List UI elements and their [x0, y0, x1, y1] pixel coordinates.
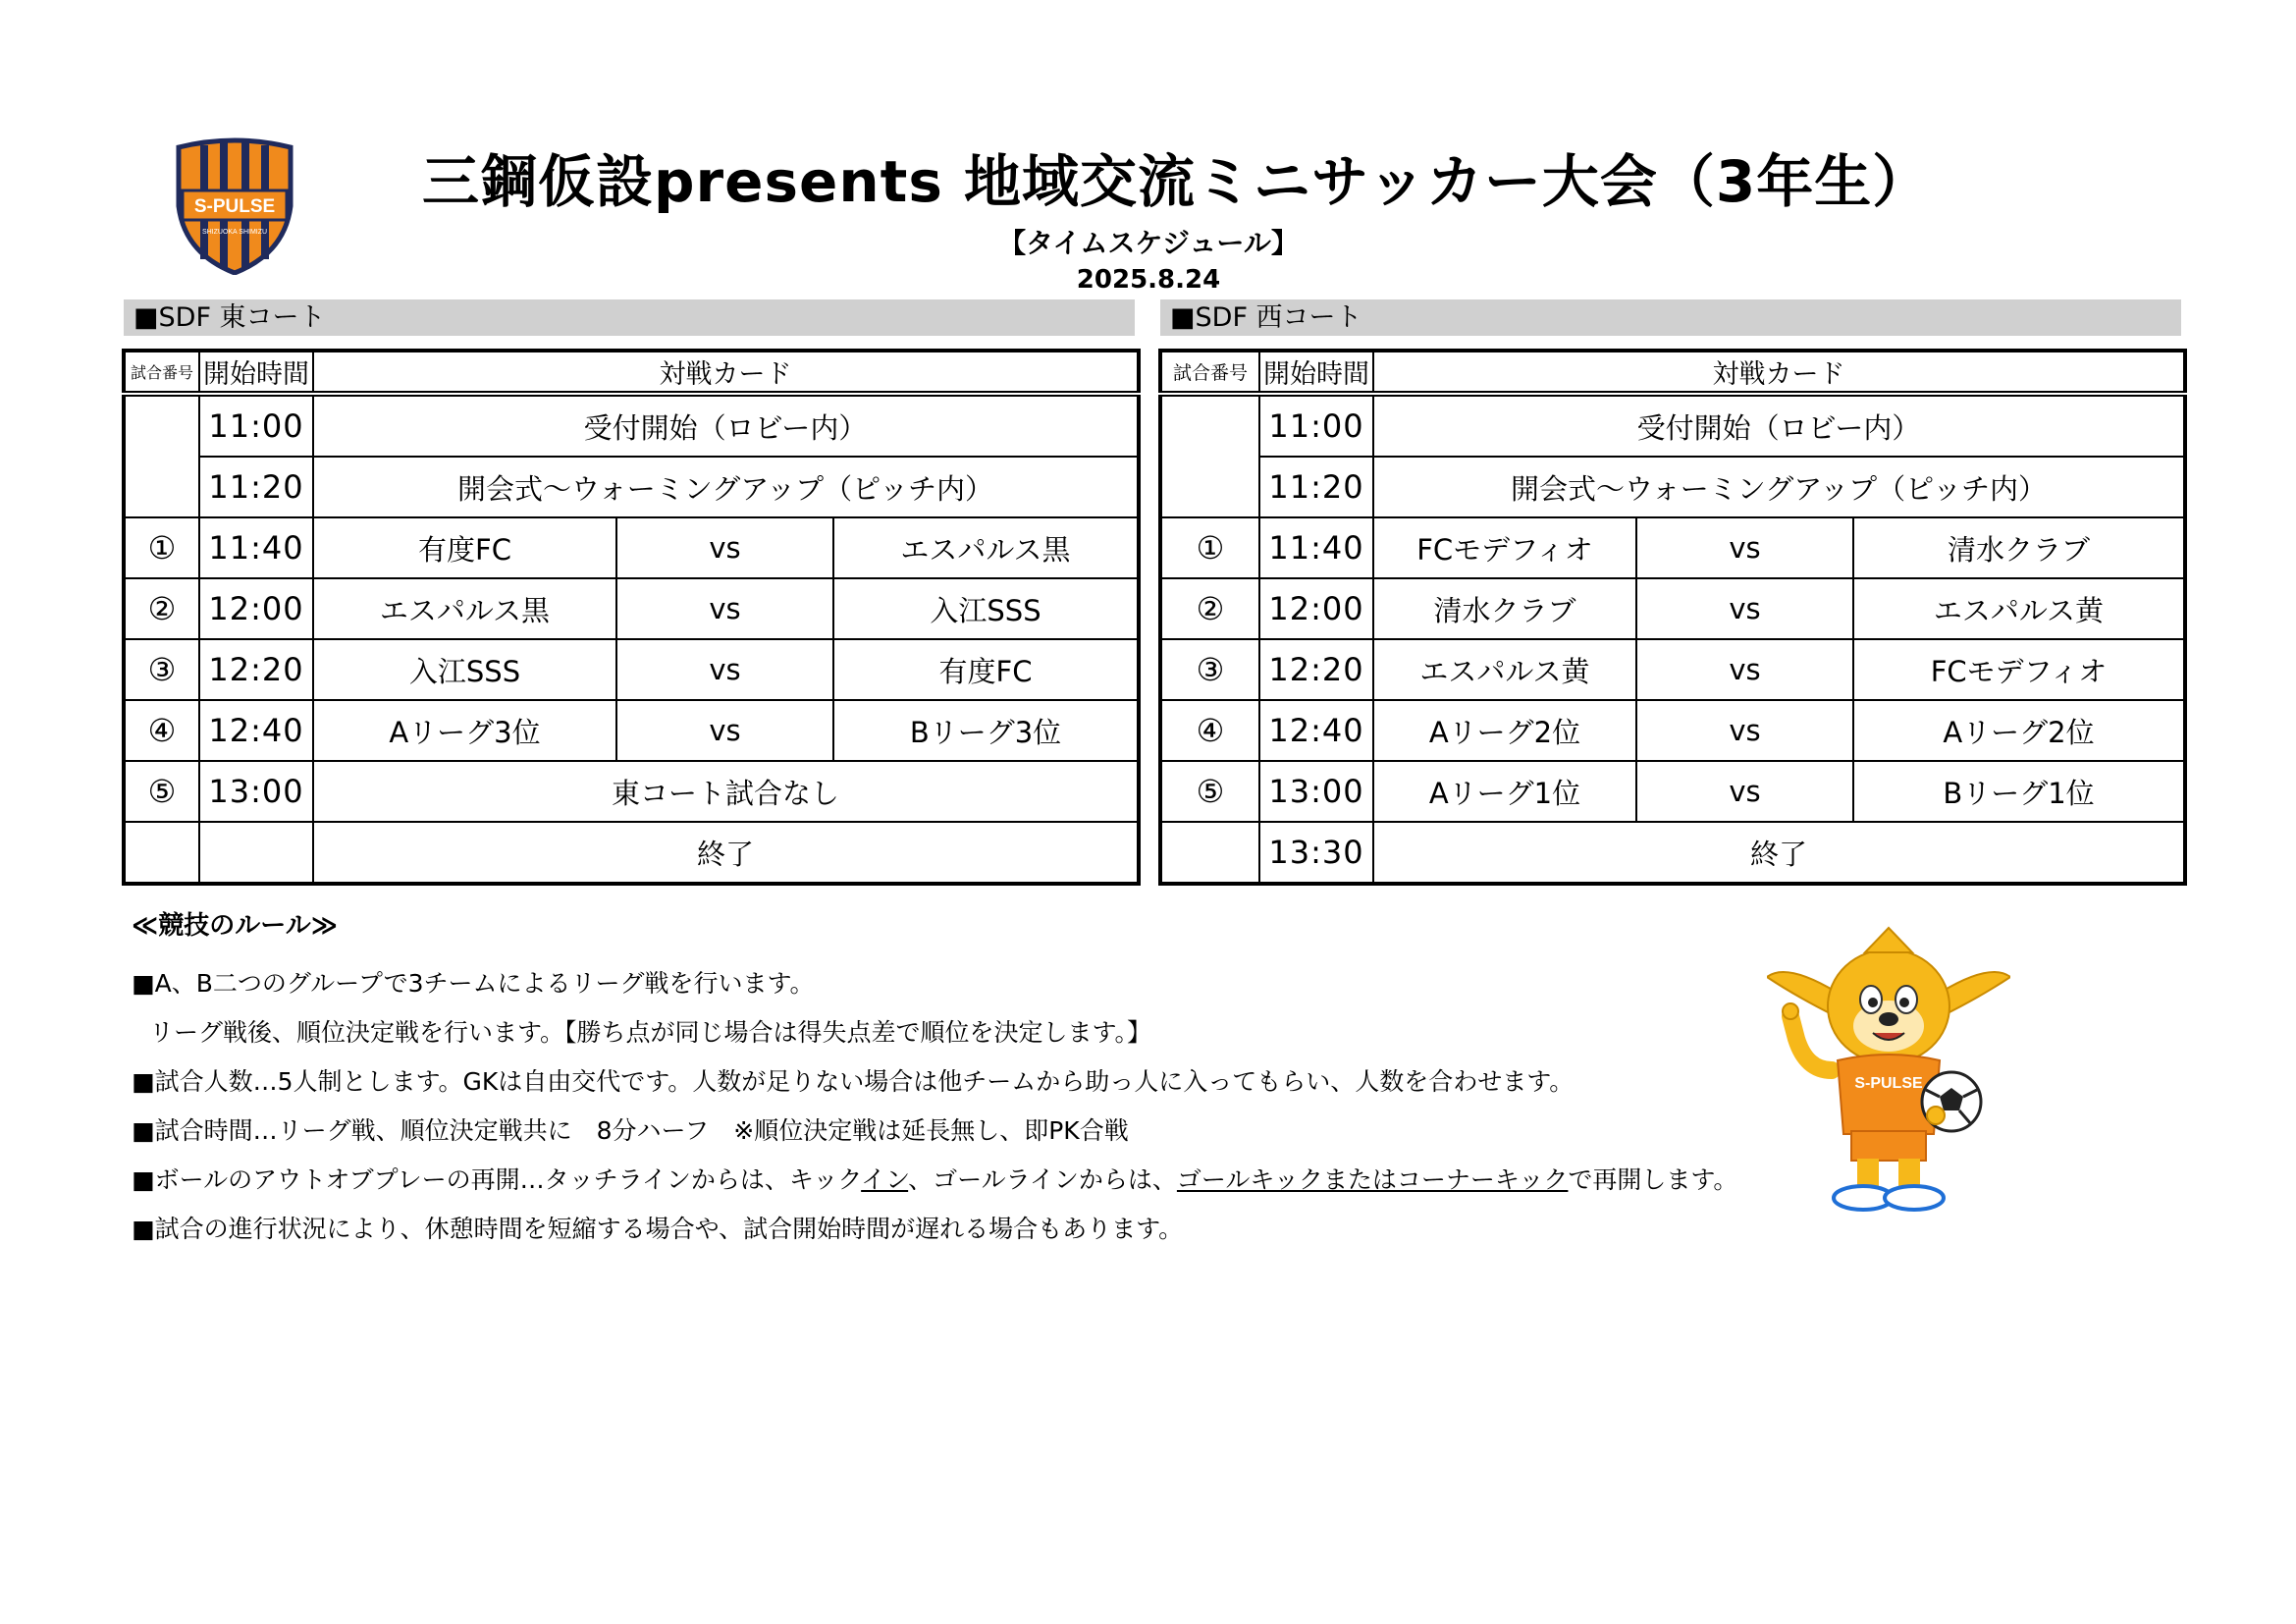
table-row [1160, 394, 2185, 457]
away-team: Bリーグ3位 [833, 700, 1139, 761]
rule-restart-part: で再開します。 [1568, 1165, 1738, 1194]
vs-label: vs [1636, 700, 1853, 761]
game-number: ⑤ [1160, 761, 1259, 822]
rule-league: ■A、B二つのグループで3チームによるリーグ戦を行います。 [132, 969, 815, 998]
start-time: 12:40 [1259, 700, 1373, 761]
col-start-time: 開始時間 [199, 351, 313, 394]
event-date: 2025.8.24 [1076, 265, 1221, 295]
mascot-illustration [1767, 923, 2010, 1214]
home-team: Aリーグ1位 [1373, 761, 1636, 822]
rule-restart-goalkick: ゴールキックまたはコーナーキック [1176, 1165, 1569, 1194]
start-time: 12:40 [199, 700, 313, 761]
start-time: 11:40 [1259, 517, 1373, 578]
event-text: 開会式～ウォーミングアップ（ピッチ内） [313, 457, 1139, 517]
away-team: FCモデフィオ [1853, 639, 2185, 700]
table-row [1160, 700, 2185, 761]
east-court-heading: ■SDF 東コート [124, 299, 1135, 336]
vs-label: vs [616, 578, 833, 639]
vs-label: vs [1636, 517, 1853, 578]
game-number: ① [124, 517, 199, 578]
rule-restart-kickin: イン [861, 1165, 909, 1194]
home-team: 清水クラブ [1373, 578, 1636, 639]
away-team: Bリーグ1位 [1853, 761, 2185, 822]
col-match-card: 対戦カード [313, 351, 1139, 394]
start-time: 11:00 [199, 394, 313, 457]
away-team: Aリーグ2位 [1853, 700, 2185, 761]
table-row [124, 517, 1139, 578]
home-team: エスパルス黄 [1373, 639, 1636, 700]
away-team: エスパルス黒 [833, 517, 1139, 578]
event-text: 受付開始（ロビー内） [1373, 394, 2185, 457]
start-time: 11:00 [1259, 394, 1373, 457]
start-time: 11:40 [199, 517, 313, 578]
page-title: 三鋼仮設presents 地域交流ミニサッカー大会（3年生） [422, 148, 1931, 215]
start-time: 13:00 [1259, 761, 1373, 822]
east-schedule-table [122, 349, 1141, 886]
game-number [124, 394, 199, 517]
table-row [1160, 639, 2185, 700]
rule-restart-part: ■ボールのアウトオブプレーの再開…タッチラインからは、キック [132, 1165, 862, 1194]
vs-label: vs [1636, 639, 1853, 700]
home-team: Aリーグ2位 [1373, 700, 1636, 761]
game-number [1160, 394, 1259, 517]
game-number: ⑤ [124, 761, 199, 822]
vs-label: vs [616, 517, 833, 578]
west-court-heading: ■SDF 西コート [1160, 299, 2181, 336]
game-number: ④ [124, 700, 199, 761]
vs-label: vs [1636, 761, 1853, 822]
start-time: 12:20 [199, 639, 313, 700]
game-number [124, 822, 199, 884]
vs-label: vs [616, 700, 833, 761]
start-time: 11:20 [199, 457, 313, 517]
rule-ranking: リーグ戦後、順位決定戦を行います。【勝ち点が同じ場合は得失点差で順位を決定します。】 [149, 1018, 1152, 1047]
col-game-no: 試合番号 [1160, 351, 1259, 394]
home-team: FCモデフィオ [1373, 517, 1636, 578]
rules-heading: ≪競技のルール≫ [132, 911, 338, 941]
game-number: ③ [1160, 639, 1259, 700]
col-start-time: 開始時間 [1259, 351, 1373, 394]
svg-text:S-PULSE: S-PULSE [193, 196, 276, 217]
table-row [1160, 517, 2185, 578]
svg-text:S-PULSE: S-PULSE [1854, 1075, 1923, 1092]
event-text: 受付開始（ロビー内） [313, 394, 1139, 457]
game-number [1160, 822, 1259, 884]
start-time: 12:20 [1259, 639, 1373, 700]
game-number: ② [124, 578, 199, 639]
game-number: ① [1160, 517, 1259, 578]
table-row [124, 578, 1139, 639]
vs-label: vs [1636, 578, 1853, 639]
table-row [124, 700, 1139, 761]
start-time: 13:30 [1259, 822, 1373, 884]
home-team: エスパルス黒 [313, 578, 616, 639]
event-text: 開会式～ウォーミングアップ（ピッチ内） [1373, 457, 2185, 517]
table-row [1160, 578, 2185, 639]
table-row [124, 394, 1139, 457]
start-time: 11:20 [1259, 457, 1373, 517]
table-row [1160, 457, 2185, 517]
rule-restart-part: 、ゴールラインからは、 [908, 1165, 1177, 1194]
game-number: ③ [124, 639, 199, 700]
start-time: 12:00 [199, 578, 313, 639]
rule-restart [132, 1156, 1738, 1205]
west-schedule-table [1158, 349, 2187, 886]
event-text: 東コート試合なし [313, 761, 1139, 822]
rule-players: ■試合人数…5人制とします。GKは自由交代です。人数が足りない場合は他チームから助っ人に入ってもらい、人数を合わせます。 [132, 1067, 1575, 1096]
table-row [1160, 761, 2185, 822]
table-row [1160, 822, 2185, 884]
away-team: 有度FC [833, 639, 1139, 700]
col-game-no: 試合番号 [124, 351, 199, 394]
away-team: 入江SSS [833, 578, 1139, 639]
s-pulse-logo [175, 137, 294, 275]
event-text: 終了 [313, 822, 1139, 884]
home-team: 入江SSS [313, 639, 616, 700]
start-time: 12:00 [1259, 578, 1373, 639]
away-team: エスパルス黄 [1853, 578, 2185, 639]
game-number: ④ [1160, 700, 1259, 761]
home-team: Aリーグ3位 [313, 700, 616, 761]
start-time: 13:00 [199, 761, 313, 822]
home-team: 有度FC [313, 517, 616, 578]
event-text: 終了 [1373, 822, 2185, 884]
start-time [199, 822, 313, 884]
svg-text:SHIZUOKA SHIMIZU: SHIZUOKA SHIMIZU [201, 229, 268, 236]
rule-time: ■試合時間…リーグ戦、順位決定戦共に 8分ハーフ ※順位決定戦は延長無し、即PK合戦 [132, 1116, 1129, 1145]
table-row [124, 639, 1139, 700]
away-team: 清水クラブ [1853, 517, 2185, 578]
table-header-row [124, 351, 1139, 394]
table-header-row [1160, 351, 2185, 394]
rules-section [132, 905, 1738, 1254]
game-number: ② [1160, 578, 1259, 639]
table-row [124, 761, 1139, 822]
vs-label: vs [616, 639, 833, 700]
page-subtitle: 【タイムスケジュール】 [998, 227, 1299, 259]
col-match-card: 対戦カード [1373, 351, 2185, 394]
rule-delay: ■試合の進行状況により、休憩時間を短縮する場合や、試合開始時間が遅れる場合もあります。 [132, 1215, 1184, 1243]
table-row [124, 822, 1139, 884]
table-row [124, 457, 1139, 517]
